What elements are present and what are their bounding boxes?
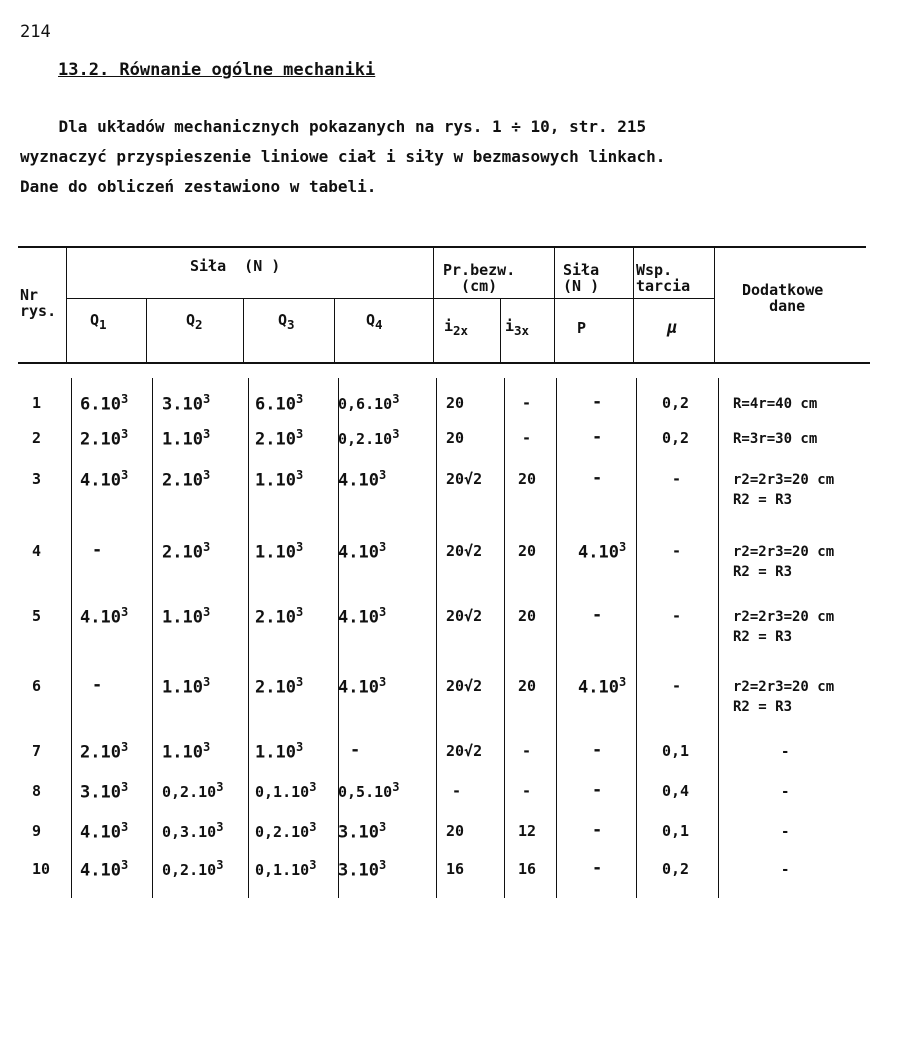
cell-q3: 0,2.10$^3$ (255, 820, 317, 841)
cell-q2: 1.10$^3$ (162, 427, 211, 450)
cell-q1: 2.10$^3$ (80, 427, 129, 450)
cell-q1: 6.10$^3$ (80, 392, 129, 415)
intro-paragraph (20, 112, 665, 202)
col-divider (71, 378, 72, 898)
cell-p: - (592, 740, 603, 760)
cell-dodatkowe: - (781, 824, 790, 840)
cell-dodatkowe: R=3r=30 cm (733, 431, 818, 447)
header-q4: $Q_4$ (366, 311, 383, 332)
cell-i2x: 20√2 (446, 742, 483, 760)
header-p: P (577, 319, 587, 337)
row-number: 1 (32, 394, 42, 412)
cell-p: - (592, 780, 603, 800)
col-divider (243, 298, 244, 362)
intro-line: Dla układów mechanicznych pokazanych na rys. 1 ÷ 10, str. 215 (20, 117, 647, 136)
row-number: 3 (32, 470, 42, 488)
row-number: 7 (32, 742, 42, 760)
header-q1: $Q_1$ (90, 311, 107, 332)
page-number: 214 (20, 22, 51, 42)
cell-q1: 4.10$^3$ (80, 858, 129, 881)
cell-mu: 0,4 (662, 782, 690, 800)
cell-q1: 4.10$^3$ (80, 820, 129, 843)
cell-mu: 0,2 (662, 429, 690, 447)
cell-i2x: 20 (446, 822, 465, 840)
cell-q3: 1.10$^3$ (255, 540, 304, 563)
cell-q2: 1.10$^3$ (162, 675, 211, 698)
col-divider (66, 246, 67, 362)
intro-line: wyznaczyć przyspieszenie liniowe ciał i siły w bezmasowych linkach. (20, 147, 666, 166)
cell-q1: 4.10$^3$ (80, 605, 129, 628)
cell-mu: 0,1 (662, 742, 690, 760)
cell-q2: 1.10$^3$ (162, 605, 211, 628)
cell-mu: - (672, 542, 682, 560)
cell-q4: 4.10$^3$ (338, 468, 387, 491)
cell-dodatkowe: r2=2r3=20 cm R2 = R3 (733, 609, 835, 645)
intro-line: Dane do obliczeń zestawiono w tabeli. (20, 177, 377, 196)
table-top-rule (18, 246, 866, 248)
cell-q3: 1.10$^3$ (255, 740, 304, 763)
col-divider (436, 378, 437, 898)
cell-p: - (592, 605, 603, 625)
cell-q3: 2.10$^3$ (255, 605, 304, 628)
cell-q1: - (92, 540, 103, 560)
cell-i3x: 20 (518, 607, 537, 625)
col-divider (152, 378, 153, 898)
cell-i2x: 20√2 (446, 470, 483, 488)
cell-q1: 3.10$^3$ (80, 780, 129, 803)
row-number: 10 (32, 860, 51, 878)
cell-i2x: 20 (446, 394, 465, 412)
cell-p: - (592, 427, 603, 447)
header-dodatkowe: Dodatkowe dane (742, 281, 824, 315)
header-sila-group: Siła (N ) (190, 257, 281, 275)
cell-q3: 0,1.10$^3$ (255, 858, 317, 879)
header-q2: $Q_2$ (186, 311, 203, 332)
col-divider (633, 246, 634, 362)
cell-q2: 2.10$^3$ (162, 468, 211, 491)
cell-mu: 0,2 (662, 860, 690, 878)
cell-q4: 4.10$^3$ (338, 540, 387, 563)
cell-mu: 0,1 (662, 822, 690, 840)
col-divider (500, 298, 501, 362)
cell-mu: - (672, 607, 682, 625)
col-divider (554, 246, 555, 362)
cell-i3x: - (522, 782, 532, 800)
header-i3x: $i_{3x}$ (505, 317, 530, 338)
cell-dodatkowe: - (781, 744, 790, 760)
cell-p: - (592, 858, 603, 878)
row-number: 6 (32, 677, 42, 695)
cell-p: - (592, 468, 603, 488)
col-divider (146, 298, 147, 362)
cell-i2x: 16 (446, 860, 465, 878)
cell-q4: 0,6.10$^3$ (338, 392, 400, 413)
col-divider (556, 378, 557, 898)
cell-q4: - (350, 740, 361, 760)
cell-p: 4.10$^3$ (578, 540, 627, 563)
header-q3: $Q_3$ (278, 311, 295, 332)
cell-mu: - (672, 470, 682, 488)
cell-q4: 3.10$^3$ (338, 858, 387, 881)
header-bottom-rule (18, 362, 870, 364)
cell-i3x: 20 (518, 470, 537, 488)
cell-i2x: 20 (446, 429, 465, 447)
cell-q3: 6.10$^3$ (255, 392, 304, 415)
cell-i3x: 20 (518, 542, 537, 560)
cell-q4: 0,5.10$^3$ (338, 780, 400, 801)
header-mu: μ (667, 318, 678, 338)
cell-mu: - (672, 677, 682, 695)
cell-i3x: 16 (518, 860, 537, 878)
section-title: 13.2. Równanie ogólne mechaniki (58, 60, 376, 80)
cell-q2: 2.10$^3$ (162, 540, 211, 563)
cell-q1: 2.10$^3$ (80, 740, 129, 763)
row-number: 9 (32, 822, 42, 840)
row-number: 4 (32, 542, 42, 560)
header-sila-p: Siła (N ) (563, 261, 600, 295)
cell-p: 4.10$^3$ (578, 675, 627, 698)
cell-i2x: 20√2 (446, 607, 483, 625)
cell-i3x: 20 (518, 677, 537, 695)
cell-i3x: - (522, 429, 532, 447)
cell-q4: 0,2.10$^3$ (338, 427, 400, 448)
row-number: 2 (32, 429, 42, 447)
col-divider (714, 246, 715, 362)
cell-q3: 2.10$^3$ (255, 675, 304, 698)
col-divider (636, 378, 637, 898)
cell-q2: 0,3.10$^3$ (162, 820, 224, 841)
cell-q4: 4.10$^3$ (338, 675, 387, 698)
cell-p: - (592, 392, 603, 412)
header-sub-rule (66, 298, 714, 299)
header-wsp-tarcia: Wsp. tarcia (636, 261, 691, 295)
cell-i2x: 20√2 (446, 677, 483, 695)
cell-q2: 1.10$^3$ (162, 740, 211, 763)
cell-mu: 0,2 (662, 394, 690, 412)
cell-q4: 4.10$^3$ (338, 605, 387, 628)
cell-q4: 3.10$^3$ (338, 820, 387, 843)
row-number: 5 (32, 607, 42, 625)
col-divider (433, 246, 434, 362)
cell-q3: 1.10$^3$ (255, 468, 304, 491)
cell-dodatkowe: r2=2r3=20 cm R2 = R3 (733, 472, 835, 508)
col-divider (334, 298, 335, 362)
cell-q2: 3.10$^3$ (162, 392, 211, 415)
col-divider (248, 378, 249, 898)
header-i2x: $i_{2x}$ (444, 317, 469, 338)
cell-dodatkowe: r2=2r3=20 cm R2 = R3 (733, 544, 835, 580)
cell-dodatkowe: - (781, 784, 790, 800)
col-divider (718, 378, 719, 898)
cell-i3x: 12 (518, 822, 537, 840)
cell-q2: 0,2.10$^3$ (162, 780, 224, 801)
header-pr-bezw: Pr.bezw. (cm) (443, 261, 516, 295)
cell-dodatkowe: r2=2r3=20 cm R2 = R3 (733, 679, 835, 715)
cell-q1: - (92, 675, 103, 695)
cell-q3: 0,1.10$^3$ (255, 780, 317, 801)
cell-q2: 0,2.10$^3$ (162, 858, 224, 879)
cell-i2x: 20√2 (446, 542, 483, 560)
col-divider (504, 378, 505, 898)
cell-dodatkowe: R=4r=40 cm (733, 396, 818, 412)
cell-q1: 4.10$^3$ (80, 468, 129, 491)
row-number: 8 (32, 782, 42, 800)
cell-i2x: - (452, 782, 462, 800)
cell-dodatkowe: - (781, 862, 790, 878)
header-nr: Nr rys. (20, 286, 57, 320)
cell-i3x: - (522, 742, 532, 760)
cell-p: - (592, 820, 603, 840)
cell-i3x: - (522, 394, 532, 412)
cell-q3: 2.10$^3$ (255, 427, 304, 450)
